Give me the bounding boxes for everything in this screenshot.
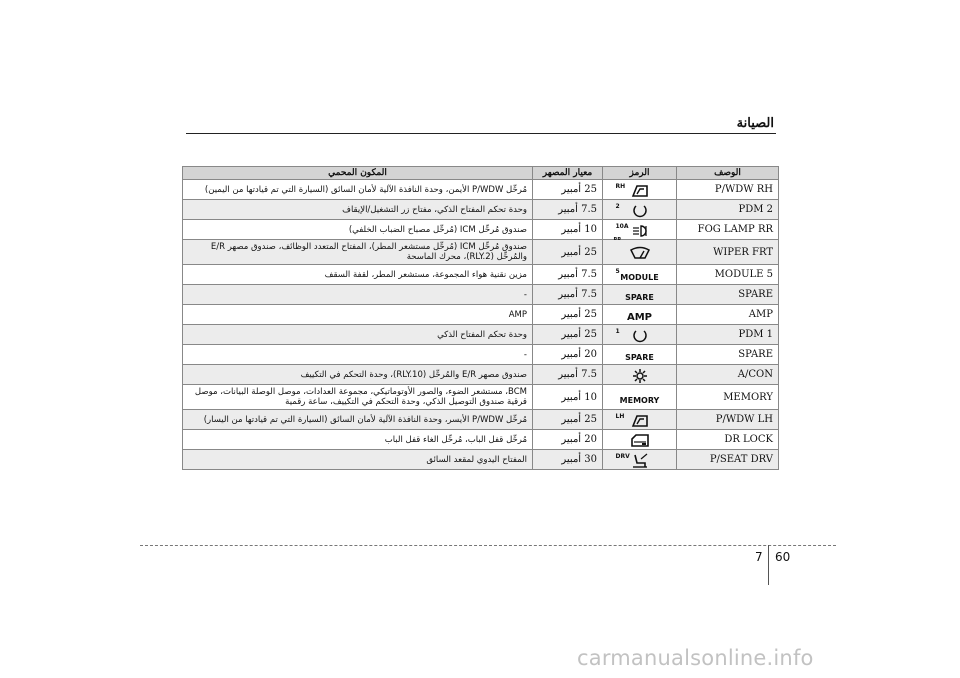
fuse-symbol-cell [603,200,677,220]
window-seat-icon [631,180,649,199]
fuse-circuit-cell: صندوق مصهر E/R والمُرحِّل (RLY.10)، وحدة التحكم في التكييف [183,365,533,385]
fuse-symbol-cell [603,325,677,345]
pdm-icon [632,325,648,344]
fuse-circuit-cell: مزين نقنية هواء المجموعة، مستشعر المطر، لقفة السقف [183,265,533,285]
fuse-symbol [620,431,660,449]
fuse-name-cell: P/WDW LH [677,410,779,430]
fuse-rating-cell: 25 أمبير [533,240,603,265]
fuse-name-cell: PDM 2 [677,200,779,220]
fuse-symbol-cell [603,385,677,410]
table-row [183,240,779,265]
fuse-rating-cell: 10 أمبير [533,385,603,410]
fuse-rating-cell: 20 أمبير [533,430,603,450]
fuse-circuit-cell: وحدة تحكم المفتاح الذكي، مفتاح زر التشغيل/الإيقاف [183,200,533,220]
fuse-symbol-cell [603,265,677,285]
fuse-symbol-label: MEMORY [619,395,660,405]
table-row [183,220,779,240]
fuse-symbol [615,266,660,284]
chapter-number: 7 [755,550,763,564]
fuse-symbol-cell [603,220,677,240]
fuse-rating-cell: 25 أمبير [533,325,603,345]
table-row [183,345,779,365]
fuse-name-cell: WIPER FRT [677,240,779,265]
table-row [183,305,779,325]
fuse-symbol-superscript: 10A [615,223,629,230]
fuse-circuit-cell: AMP [183,305,533,325]
table-row [183,365,779,385]
fuse-name-cell: FOG LAMP RR [677,220,779,240]
door-lock-icon [630,430,650,449]
fuse-name-cell: A/CON [677,365,779,385]
fuse-symbol [620,306,660,324]
fuse-rating-cell: 10 أمبير [533,220,603,240]
fuse-rating-cell: 30 أمبير [533,450,603,470]
fuse-symbol [620,346,660,364]
ac-icon [632,365,648,384]
table-row [183,285,779,305]
fuse-symbol [615,181,660,199]
window-seat-icon [631,410,649,429]
fuse-circuit-cell: مُرحِّل P/WDW الأيمن، وحدة النافذة الآلية لأمان السائق (السيارة التي تم قيادتها من اليمين) [183,180,533,200]
fuse-symbol [615,221,660,239]
fuse-symbol-superscript: 1 [615,328,620,335]
fuse-name-cell: AMP [677,305,779,325]
watermark: carmanualsonline.info [577,646,814,670]
fuse-circuit-cell: BCM، مستشعر الضوء، والصور الأوتوماتيكي، مجموعة العدادات، موصل الوصلة البيانات، موصل قرقية صندوق التوصيل الذكي، وحدة التحكم في التكييف، ساعة رقمية [183,385,533,410]
title-divider [186,133,776,134]
fuse-symbol-cell [603,285,677,305]
fuse-symbol [620,244,660,262]
wiper-icon [629,243,651,262]
fuse-rating-cell: 25 أمبير [533,410,603,430]
fuse-circuit-cell: مُرحِّل قفل الباب، مُرحِّل الغاء قفل الباب [183,430,533,450]
fuse-circuit-cell: - [183,345,533,365]
fuse-rating-cell: 7.5 أمبير [533,200,603,220]
fuse-symbol-superscript: 2 [615,203,620,210]
fuse-symbol-superscript: RH [615,183,626,190]
page-number: 60 [775,550,791,564]
fuse-name-cell: SPARE [677,285,779,305]
fuse-name-cell: DR LOCK [677,430,779,450]
col-header-circuit: المكون المحمي [183,167,533,180]
col-header-symbol: الرمز [603,167,677,180]
fuse-symbol-cell [603,180,677,200]
fuse-symbol-cell [603,305,677,325]
footer-vertical-divider [768,545,769,585]
fuse-symbol-cell [603,430,677,450]
fuse-name-cell: P/SEAT DRV [677,450,779,470]
fuse-rating-cell: 7.5 أمبير [533,265,603,285]
fuse-symbol-cell [603,365,677,385]
fuse-symbol-label: AMP [626,312,653,323]
table-row [183,410,779,430]
fuse-symbol-superscript: DRV [615,453,630,460]
table-row [183,430,779,450]
fuse-table-body [183,180,779,470]
rear-fog-icon [631,220,649,239]
fuse-symbol-label: MODULE [620,273,659,282]
fuse-table [182,166,779,470]
fuse-symbol [615,411,660,429]
fuse-symbol [615,451,660,469]
fuse-symbol-cell [603,345,677,365]
fuse-circuit-cell: وحدة تحكم المفتاح الذكي [183,325,533,345]
pdm-icon [632,200,648,219]
col-header-name: الوصف [677,167,779,180]
table-row [183,180,779,200]
footer-divider [140,545,836,546]
fuse-name-cell: MEMORY [677,385,779,410]
fuse-symbol-label: SPARE [625,293,654,302]
fuse-name-cell: PDM 1 [677,325,779,345]
fuse-rating-cell: 25 أمبير [533,305,603,325]
table-row [183,385,779,410]
fuse-rating-cell: 7.5 أمبير [533,285,603,305]
fuse-rating-cell: 20 أمبير [533,345,603,365]
fuse-symbol-cell [603,450,677,470]
fuse-symbol-superscript: 5 [615,268,620,275]
fuse-symbol [615,326,660,344]
fuse-name-cell: MODULE 5 [677,265,779,285]
table-row [183,200,779,220]
fuse-circuit-cell: المفتاح اليدوي لمقعد السائق [183,450,533,470]
table-row [183,450,779,470]
fuse-symbol [620,366,660,384]
fuse-symbol-cell [603,240,677,265]
fuse-name-cell: P/WDW RH [677,180,779,200]
fuse-rating-cell: 25 أمبير [533,180,603,200]
fuse-circuit-cell: صندوق مُرحِّل ICM (مُرحِّل مصباح الضباب الخلفي) [183,220,533,240]
fuse-circuit-cell: صندوق مُرحِّل ICM (مُرحِّل مستشعر المطر)، المفتاح المتعدد الوظائف، صندوق مصهر E/R والمُرحِّل (RLY.2)، محرك الماسحة [183,240,533,265]
fuse-circuit-cell: مُرحِّل P/WDW الأيسر، وحدة النافذة الآلية لأمان السائق (السيارة التي تم قيادتها من اليسار) [183,410,533,430]
fuse-name-cell: SPARE [677,345,779,365]
fuse-symbol-superscript: LH [615,413,625,420]
table-row [183,265,779,285]
fuse-symbol [620,389,660,407]
section-title: الصيانة [736,116,774,131]
fuse-circuit-cell: - [183,285,533,305]
fuse-symbol-label: SPARE [625,353,654,362]
fuse-symbol-cell [603,410,677,430]
fuse-rating-cell: 7.5 أمبير [533,365,603,385]
fuse-symbol [615,201,660,219]
table-row [183,325,779,345]
table-header-row [183,167,779,180]
col-header-rating: معيار المصهر [533,167,603,180]
power-seat-icon [631,450,649,469]
fuse-symbol [620,286,660,304]
